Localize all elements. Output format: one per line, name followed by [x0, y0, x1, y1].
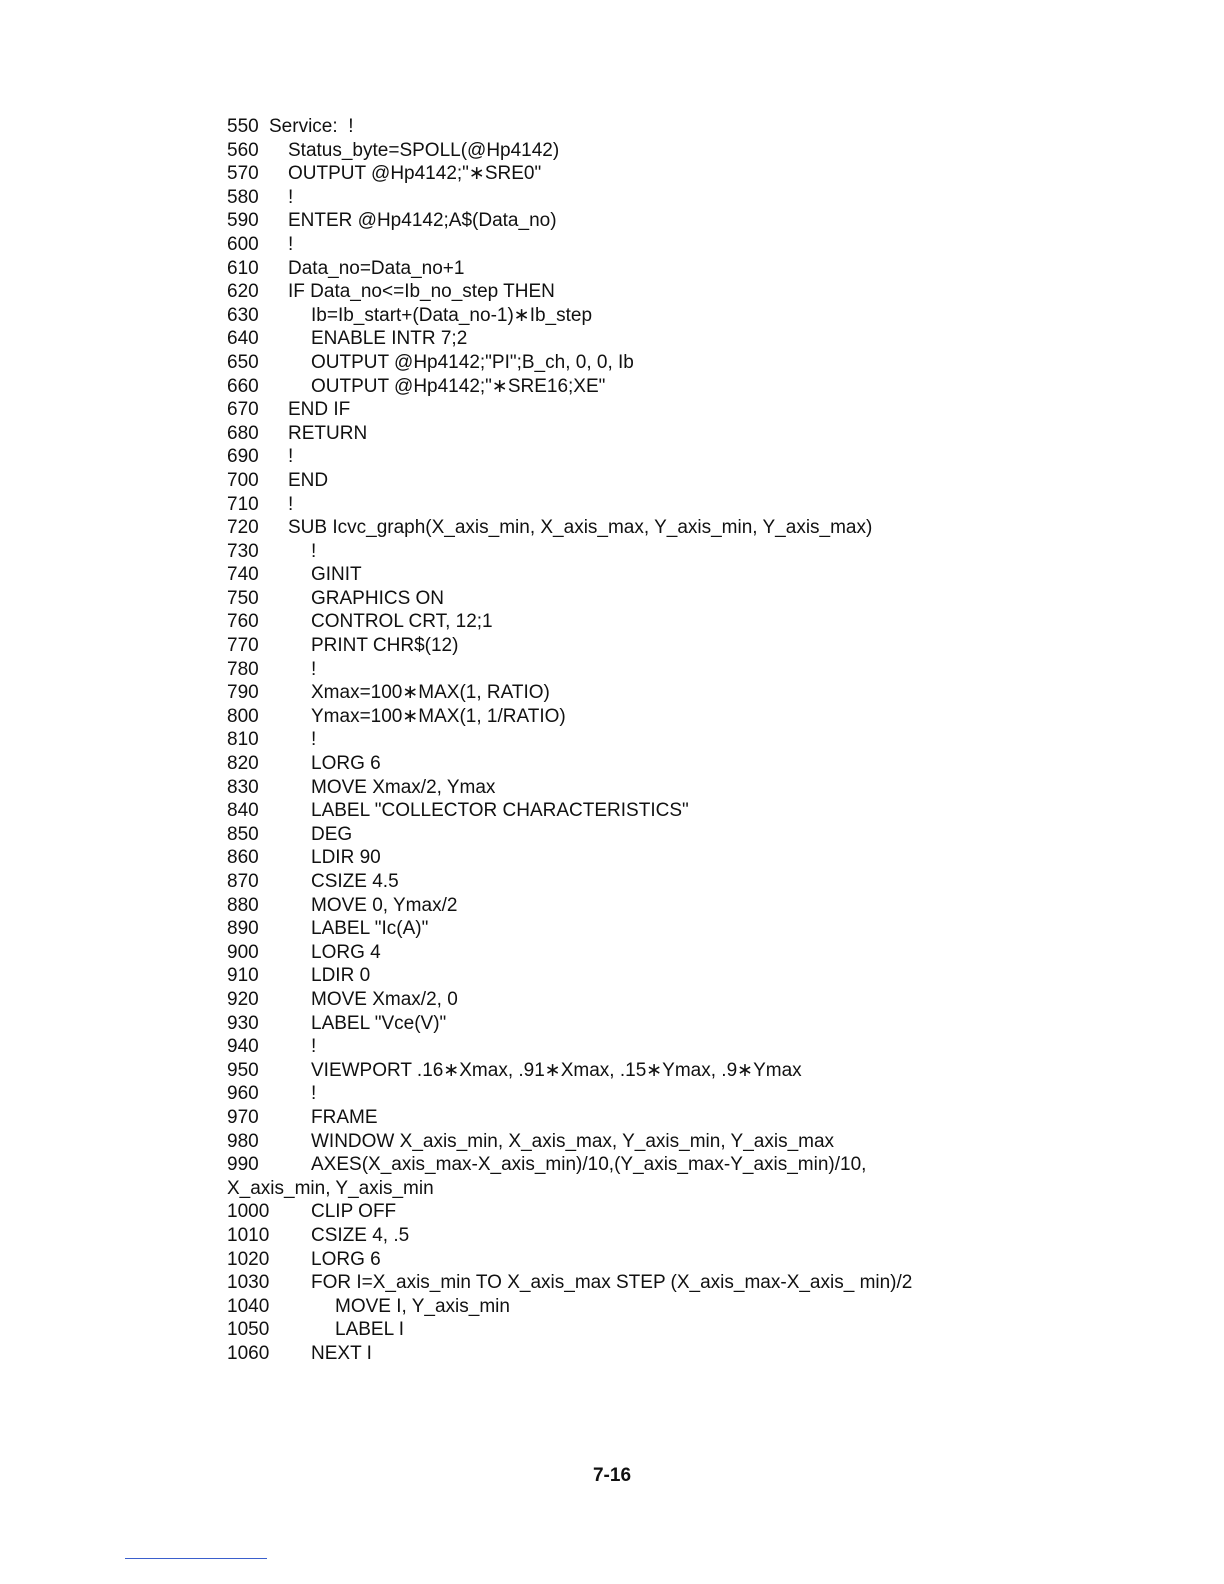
code-statement: FOR I=X_axis_min TO X_axis_max STEP (X_axis_max-X_axis_ min)/2: [311, 1272, 913, 1294]
code-statement: LORG 4: [311, 941, 381, 963]
code-statement: OUTPUT @Hp4142;"∗SRE0": [288, 163, 542, 185]
line-number: 750: [227, 587, 259, 609]
code-line: [227, 280, 1007, 304]
code-line: [227, 1177, 1007, 1201]
code-line: [227, 563, 1007, 587]
line-number: 660: [227, 375, 259, 397]
code-statement: Service: !: [269, 116, 354, 137]
code-line: [227, 1200, 1007, 1224]
code-statement: LABEL "COLLECTOR CHARACTERISTICS": [311, 800, 689, 822]
code-line: [227, 634, 1007, 658]
line-number: 920: [227, 988, 259, 1010]
line-number: 1040: [227, 1295, 270, 1317]
line-number: 740: [227, 564, 259, 586]
code-line: [227, 1248, 1007, 1272]
line-number: 610: [227, 257, 259, 279]
code-statement: MOVE Xmax/2, Ymax: [311, 776, 496, 798]
line-number: 950: [227, 1059, 259, 1081]
code-statement: GINIT: [311, 564, 362, 586]
code-line: [227, 870, 1007, 894]
code-statement: !: [311, 658, 317, 680]
code-statement: Status_byte=SPOLL(@Hp4142): [288, 139, 560, 161]
line-number: 790: [227, 682, 259, 704]
line-number: 970: [227, 1106, 259, 1128]
code-statement: Data_no=Data_no+1: [288, 257, 465, 279]
line-number: 980: [227, 1130, 259, 1152]
code-statement: END: [288, 469, 329, 491]
line-number: 1030: [227, 1272, 270, 1294]
line-number: 1010: [227, 1224, 270, 1246]
code-line: [227, 493, 1007, 517]
code-line: [227, 776, 1007, 800]
code-statement: !: [311, 1083, 317, 1105]
line-number: 880: [227, 894, 259, 916]
code-statement: RETURN: [288, 422, 368, 444]
code-line: [227, 587, 1007, 611]
code-line: [227, 941, 1007, 965]
code-line: [227, 375, 1007, 399]
code-statement: !: [311, 540, 317, 562]
code-line: [227, 398, 1007, 422]
code-line: [227, 752, 1007, 776]
code-statement: ENTER @Hp4142;A$(Data_no): [288, 210, 557, 232]
code-line: [227, 1271, 1007, 1295]
code-line: [227, 705, 1007, 729]
line-number: 570: [227, 163, 259, 185]
code-statement: LORG 6: [311, 1248, 381, 1270]
code-line: [227, 610, 1007, 634]
code-statement: LORG 6: [311, 753, 381, 775]
code-statement: CLIP OFF: [311, 1201, 397, 1223]
code-line: [227, 304, 1007, 328]
line-number: 840: [227, 800, 259, 822]
line-number: 990: [227, 1154, 259, 1176]
code-line: [227, 516, 1007, 540]
code-line: [227, 1153, 1007, 1177]
line-number: 690: [227, 446, 259, 468]
line-number: 630: [227, 304, 259, 326]
code-statement: !: [288, 233, 294, 255]
line-number: 870: [227, 871, 259, 892]
code-line: [227, 964, 1007, 988]
code-line: [227, 162, 1007, 186]
line-number: 770: [227, 635, 259, 657]
line-number: 1020: [227, 1248, 270, 1270]
code-line: [227, 1059, 1007, 1083]
code-line: [227, 1082, 1007, 1106]
code-line: [227, 1012, 1007, 1036]
code-line: [227, 115, 1007, 139]
line-number: 700: [227, 469, 259, 491]
code-line: [227, 1295, 1007, 1319]
line-number: 960: [227, 1083, 259, 1105]
code-line: [227, 540, 1007, 564]
line-number: 600: [227, 233, 259, 255]
code-statement: LDIR 90: [311, 847, 381, 869]
code-line: [227, 469, 1007, 493]
code-line: [227, 233, 1007, 257]
footer-rule: [125, 1558, 267, 1559]
line-number: 830: [227, 776, 259, 798]
code-statement: DEG: [311, 823, 353, 845]
line-number: 710: [227, 493, 259, 515]
line-number: 820: [227, 753, 259, 775]
line-number: 1050: [227, 1319, 270, 1341]
code-statement: SUB Icvc_graph(X_axis_min, X_axis_max, Y_axis_min, Y_axis_max): [288, 517, 873, 539]
code-line: [227, 1224, 1007, 1248]
line-number: 940: [227, 1036, 259, 1058]
code-statement: PRINT CHR$(12): [311, 635, 459, 657]
code-statement: LDIR 0: [311, 965, 371, 987]
code-line: [227, 658, 1007, 682]
code-statement: FRAME: [311, 1106, 378, 1128]
code-statement: CONTROL CRT, 12;1: [311, 611, 493, 633]
code-statement: IF Data_no<=Ib_no_step THEN: [288, 281, 555, 303]
line-number: 930: [227, 1012, 259, 1034]
code-statement: OUTPUT @Hp4142;"PI";B_ch, 0, 0, Ib: [311, 351, 634, 373]
line-number: 550: [227, 116, 259, 137]
code-statement: CSIZE 4.5: [311, 871, 399, 892]
code-line: [227, 209, 1007, 233]
code-line: [227, 351, 1007, 375]
code-statement: VIEWPORT .16∗Xmax, .91∗Xmax, .15∗Ymax, .9∗Ymax: [311, 1059, 802, 1081]
code-line: [227, 257, 1007, 281]
code-statement: Ymax=100∗MAX(1, 1/RATIO): [311, 705, 566, 727]
code-line: [227, 894, 1007, 918]
code-statement: LABEL "Ic(A)": [311, 918, 429, 940]
code-statement: WINDOW X_axis_min, X_axis_max, Y_axis_min, Y_axis_max: [311, 1130, 835, 1152]
code-statement: LABEL I: [335, 1319, 405, 1341]
code-statement: MOVE 0, Ymax/2: [311, 894, 458, 916]
line-number: 1060: [227, 1342, 270, 1364]
code-line: [227, 1035, 1007, 1059]
line-number: 760: [227, 611, 259, 633]
line-number: 670: [227, 399, 259, 421]
code-line: [227, 422, 1007, 446]
code-statement: Xmax=100∗MAX(1, RATIO): [311, 682, 550, 704]
code-line: [227, 728, 1007, 752]
code-statement: LABEL "Vce(V)": [311, 1012, 447, 1034]
line-number: 680: [227, 422, 259, 444]
line-number: 580: [227, 186, 259, 208]
code-statement: Ib=Ib_start+(Data_no-1)∗Ib_step: [311, 304, 593, 326]
code-line: [227, 917, 1007, 941]
code-statement: !: [311, 1036, 317, 1058]
line-number: 620: [227, 281, 259, 303]
code-statement: MOVE I, Y_axis_min: [335, 1295, 510, 1317]
page-number: 7-16: [592, 1465, 632, 1486]
line-number: 810: [227, 729, 259, 751]
line-number: 850: [227, 823, 259, 845]
line-number: 1000: [227, 1201, 270, 1223]
code-statement: END IF: [288, 399, 351, 421]
code-statement: !: [288, 446, 294, 468]
line-number: 560: [227, 139, 259, 161]
code-statement: GRAPHICS ON: [311, 587, 445, 609]
line-number: 800: [227, 705, 259, 727]
line-number: 780: [227, 658, 259, 680]
code-statement: MOVE Xmax/2, 0: [311, 988, 458, 1010]
line-number: 640: [227, 328, 259, 350]
code-line: [227, 988, 1007, 1012]
code-statement: ENABLE INTR 7;2: [311, 328, 468, 350]
code-statement: AXES(X_axis_max-X_axis_min)/10,(Y_axis_max-Y_axis_min)/10,: [311, 1154, 867, 1176]
code-statement: OUTPUT @Hp4142;"∗SRE16;XE": [311, 375, 606, 397]
line-number: 860: [227, 847, 259, 869]
line-number: 900: [227, 941, 259, 963]
code-line: [227, 445, 1007, 469]
code-line: [227, 846, 1007, 870]
code-statement: CSIZE 4, .5: [311, 1224, 410, 1246]
code-line: [227, 1130, 1007, 1154]
line-number: 730: [227, 540, 259, 562]
code-line: [227, 186, 1007, 210]
code-line: [227, 799, 1007, 823]
line-number: 650: [227, 351, 259, 373]
line-number: 910: [227, 965, 259, 987]
code-line: [227, 1106, 1007, 1130]
code-line: [227, 1318, 1007, 1342]
code-statement: !: [288, 493, 294, 515]
line-number: 590: [227, 210, 259, 232]
code-line: [227, 681, 1007, 705]
line-number: 890: [227, 918, 259, 940]
code-line: [227, 139, 1007, 163]
code-line: [227, 823, 1007, 847]
line-number: 720: [227, 517, 259, 539]
code-continuation: X_axis_min, Y_axis_min: [227, 1177, 434, 1199]
code-statement: !: [311, 729, 317, 751]
code-line: [227, 327, 1007, 351]
code-statement: !: [288, 186, 294, 208]
code-line: [227, 1342, 1007, 1366]
code-listing: [227, 115, 1007, 1365]
code-statement: NEXT I: [311, 1342, 372, 1364]
